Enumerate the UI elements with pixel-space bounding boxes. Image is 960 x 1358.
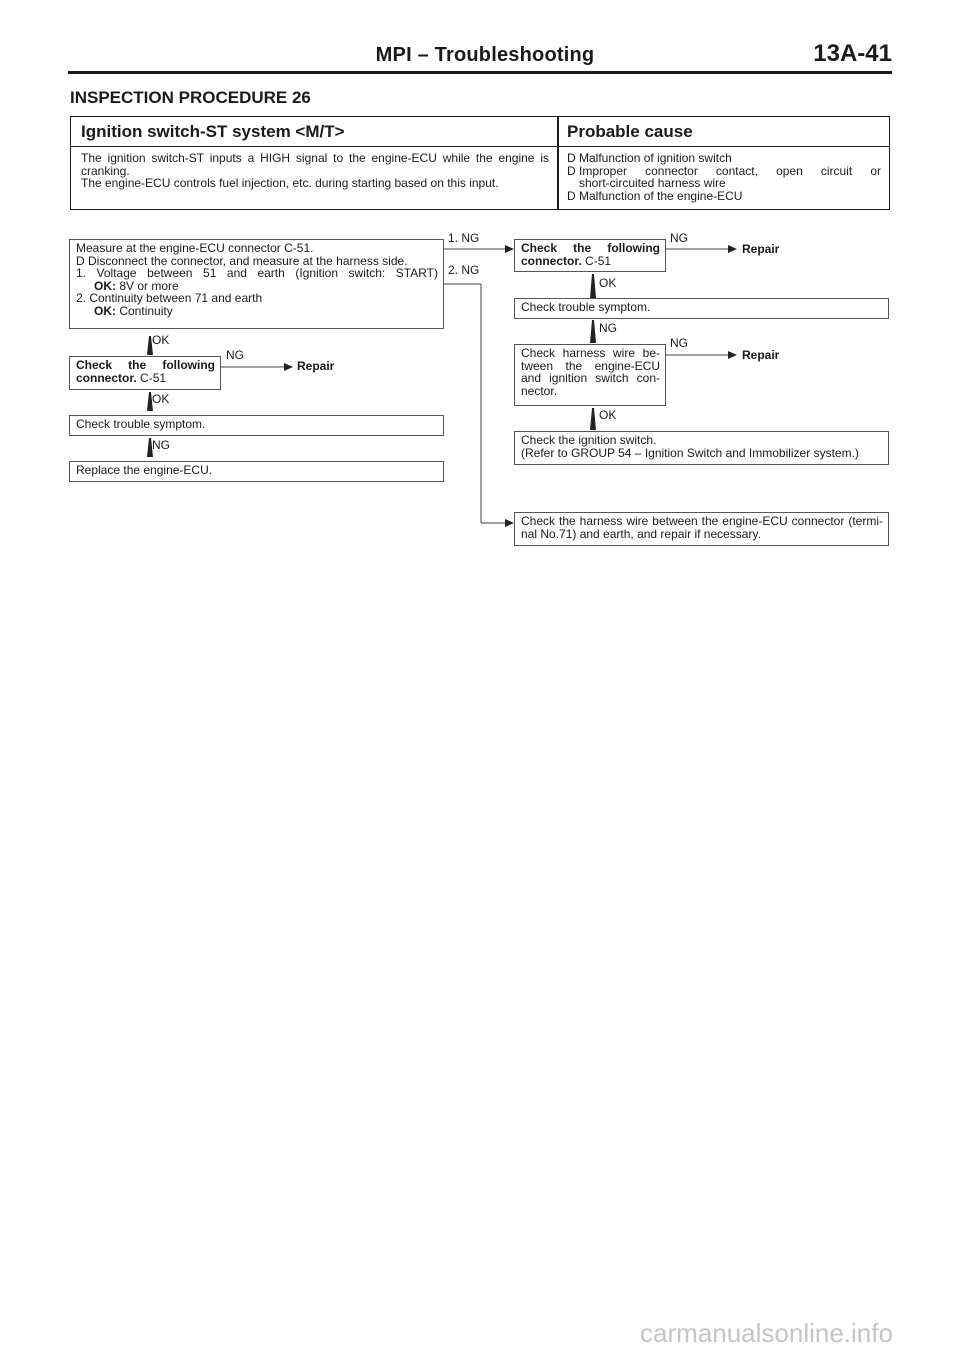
check-ignition-switch-box: Check the ignition switch. (Refer to GROUP 54 – Ignition Switch and Immobilizer system.) [514,431,889,465]
bullet-glyph: D [567,151,576,165]
check-harness-71-box: Check the harness wire between the engine-ECU connector (termi- nal No.71) and earth, and repair if necessary. [514,512,889,546]
cause-item: D Malfunction of ignition switch [567,151,732,165]
repair-label: Repair [297,359,335,373]
section-title: MPI – Troubleshooting [375,44,595,66]
procedure-title: INSPECTION PROCEDURE 26 [70,88,311,107]
table-left-heading: Ignition switch-ST system <M/T> [81,122,345,141]
table-right-heading: Probable cause [567,122,693,141]
measure-connector-box [69,239,444,329]
cause-item-continued: short-circuited harness wire [579,176,726,190]
label-1-ng: 1. NG [448,231,480,245]
watermark: carmanualsonline.info [640,1318,893,1348]
cause-item: D Malfunction of the engine-ECU [567,188,743,203]
bullet-glyph: D [567,163,576,178]
label-ng: NG [670,231,688,245]
label-ng: NG [152,438,170,452]
cause-item: D Improper connector contact, open circuit or [567,163,881,178]
check-connector-box-right: Check the following connector. C-51 [514,239,666,272]
measure-step-line: 2. Continuity between 71 and earth [76,291,263,305]
bullet-glyph: D [76,253,85,268]
label-ng: NG [226,348,244,362]
check-harness-box: Check harness wire be- tween the engine-ECU and ignition switch con- nector. [514,344,666,406]
measure-step-line: D Disconnect the connector, and measure at the harness side. [76,253,408,268]
description-line: The ignition switch-ST inputs a HIGH signal to the engine-ECU while the engine is [81,151,549,165]
repair-label: Repair [742,348,780,362]
check-connector-box-left: Check the following connector. C-51 [69,356,221,390]
measure-ok-line: OK: 8V or more [94,278,179,293]
repair-label: Repair [742,242,780,256]
check-trouble-box-left: Check trouble symptom. [69,415,444,436]
replace-ecu-box: Replace the engine-ECU. [69,461,444,482]
label-ok: OK [599,276,617,290]
bullet-glyph: D [567,188,576,203]
label-ok: OK [152,333,170,347]
label-ok: OK [599,408,617,422]
label-ng: NG [670,336,688,350]
measure-step-line: Measure at the engine-ECU connector C-51. [76,241,314,255]
measure-step-line: 1. Voltage between 51 and earth (Ignition switch: START) [76,266,438,280]
label-ok: OK [152,392,170,406]
description-line: The engine-ECU controls fuel injection, etc. during starting based on this input. [81,176,499,190]
label-ng: NG [599,321,617,335]
check-trouble-box-right: Check trouble symptom. [514,298,889,319]
label-2-ng: 2. NG [448,263,480,277]
measure-ok-line: OK: Continuity [94,303,173,318]
page-number: 13A-41 [813,40,892,67]
description-line: cranking. [81,163,130,178]
